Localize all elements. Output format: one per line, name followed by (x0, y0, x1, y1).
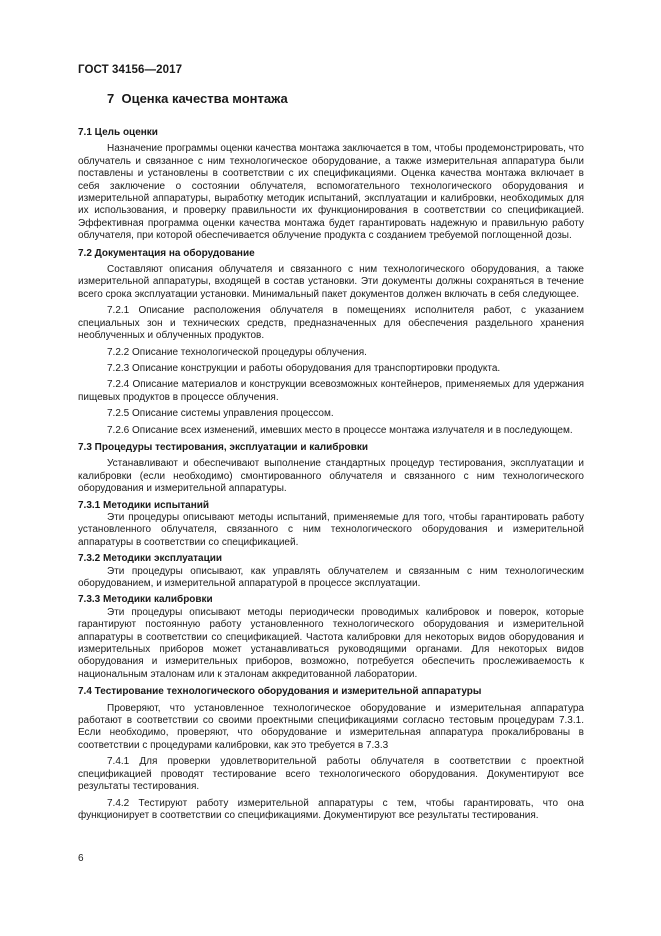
section-title (107, 91, 584, 107)
paragraph-7-3: Устанавливают и обеспечивают выполнение стандартных процедур тестирования, эксплуатации и калибровки (если необходимо) смонтированного облучателя и связанного с ним технологического оборудования и измерительной аппаратуры. (78, 458, 584, 495)
item-7-2-3: 7.2.3 Описание конструкции и работы оборудования для транспортировки продукта. (107, 362, 501, 374)
paragraph-7-3-2: Эти процедуры описывают, как управлять облучателем и связанным с ним технологическим оборудованием, и измерительной аппаратурой в процессе эксплуатации. (78, 565, 584, 589)
heading-7-3-3: 7.3.3 Методики калибровки (78, 594, 213, 606)
paragraph-7-2: Составляют описания облучателя и связанного с ним технологического оборудования, а также измерительной аппаратуры, входящей в состав установки. Эти документы должны сохраняться в течение всего срока эксплуатации установки. Минимальный пакет документов должен включать в себя следующее. (78, 264, 584, 300)
item-7-2-4: 7.2.4 Описание материалов и конструкции всевозможных контейнеров, применяемых для удержания пищевых продуктов в процессе облучения. (78, 379, 584, 403)
paragraph-7-1: Назначение программы оценки качества монтажа заключается в том, чтобы продемонстрировать, что облучатель и связанное с ним технологическое оборудование, а также измерительная аппаратура были поставлены и установлены в соответствии с их спецификациями. Оценка качества монтажа включает в себя заключение о состоянии облучателя, вспомогательного технологического оборудования и измерительной аппаратуры, выработку методик испытаний, эксплуатации и калибровки, необходимых для их использования, и проверку правильности их функционирования в соответствии со спецификацией. Эффективная программа оценки качества монтажа будет гарантировать надежную и правильную работу облучателя, при которой обеспечивается облучение продукта с созданием требуемой поглощенной дозы. (78, 143, 584, 242)
standard-designation: ГОСТ 34156—2017 (78, 64, 183, 76)
section-title-text: Оценка качества монтажа (121, 91, 288, 106)
heading-7-4: 7.4 Тестирование технологического оборудования и измерительной аппаратуры (78, 686, 482, 698)
heading-7-3-2: 7.3.2 Методики эксплуатации (78, 553, 223, 565)
heading-7-3-1: 7.3.1 Методики испытаний (78, 499, 210, 511)
item-7-2-2: 7.2.2 Описание технологической процедуры облучения. (107, 346, 367, 358)
document-body (78, 91, 584, 822)
paragraph-7-3-3: Эти процедуры описывают методы периодически проводимых калибровок и поверок, которые гарантируют постоянную работу установленного технологического оборудования и измерительной аппаратуры в соответствии со спецификацией. Частота калибровки для некоторых видов оборудования и измерительных приборов может устанавливаться руководящими органами. Для некоторых видов оборудования и измерительных приборов, возможно, потребуется обеспечить прослеживаемость к национальным эталонам или к эталонам аккредитованной лаборатории. (78, 606, 584, 680)
heading-7-1: 7.1 Цель оценки (78, 127, 158, 138)
page-number: 6 (78, 853, 84, 864)
item-7-2-1: 7.2.1 Описание расположения облучателя в помещениях исполнителя работ, с указанием специальных зон и технических средств, предназначенных для обеспечения раздельного хранения необлученных и облученных продуктов. (78, 305, 584, 342)
item-7-2-5: 7.2.5 Описание системы управления процессом. (107, 408, 334, 420)
paragraph-7-4: Проверяют, что установленное технологическое оборудование и измерительная аппаратура работают в соответствии со своими проектными спецификациями согласно тестовым процедурам 7.3.1. Если необходимо, проверяют, что оборудование и измерительная аппаратура прокалиброваны в соответствии с процедурами калибровки, как это требуется в 7.3.3 (78, 702, 584, 751)
paragraph-7-4-2: 7.4.2 Тестируют работу измерительной аппаратуры с тем, чтобы гарантировать, что она функционирует в соответствии со спецификациями. Документируют все результаты тестирования. (78, 797, 584, 821)
heading-7-3: 7.3 Процедуры тестирования, эксплуатации и калибровки (78, 441, 368, 453)
section-number: 7 (107, 91, 115, 106)
item-7-2-6: 7.2.6 Описание всех изменений, имевших место в процессе монтажа излучателя и в последующем. (107, 424, 573, 436)
paragraph-7-3-1: Эти процедуры описывают методы испытаний, применяемые для того, чтобы гарантировать работу установленного облучателя, связанного с ним технологического оборудования и измерительной аппаратуры в соответствии со спецификацией. (78, 511, 584, 548)
heading-7-2: 7.2 Документация на оборудование (78, 247, 255, 259)
paragraph-7-4-1: 7.4.1 Для проверки удовлетворительной работы облучателя в соответствии с проектной спецификацией проводят тестирование всего технологического оборудования. Документируют все результаты тестирования. (78, 756, 584, 793)
